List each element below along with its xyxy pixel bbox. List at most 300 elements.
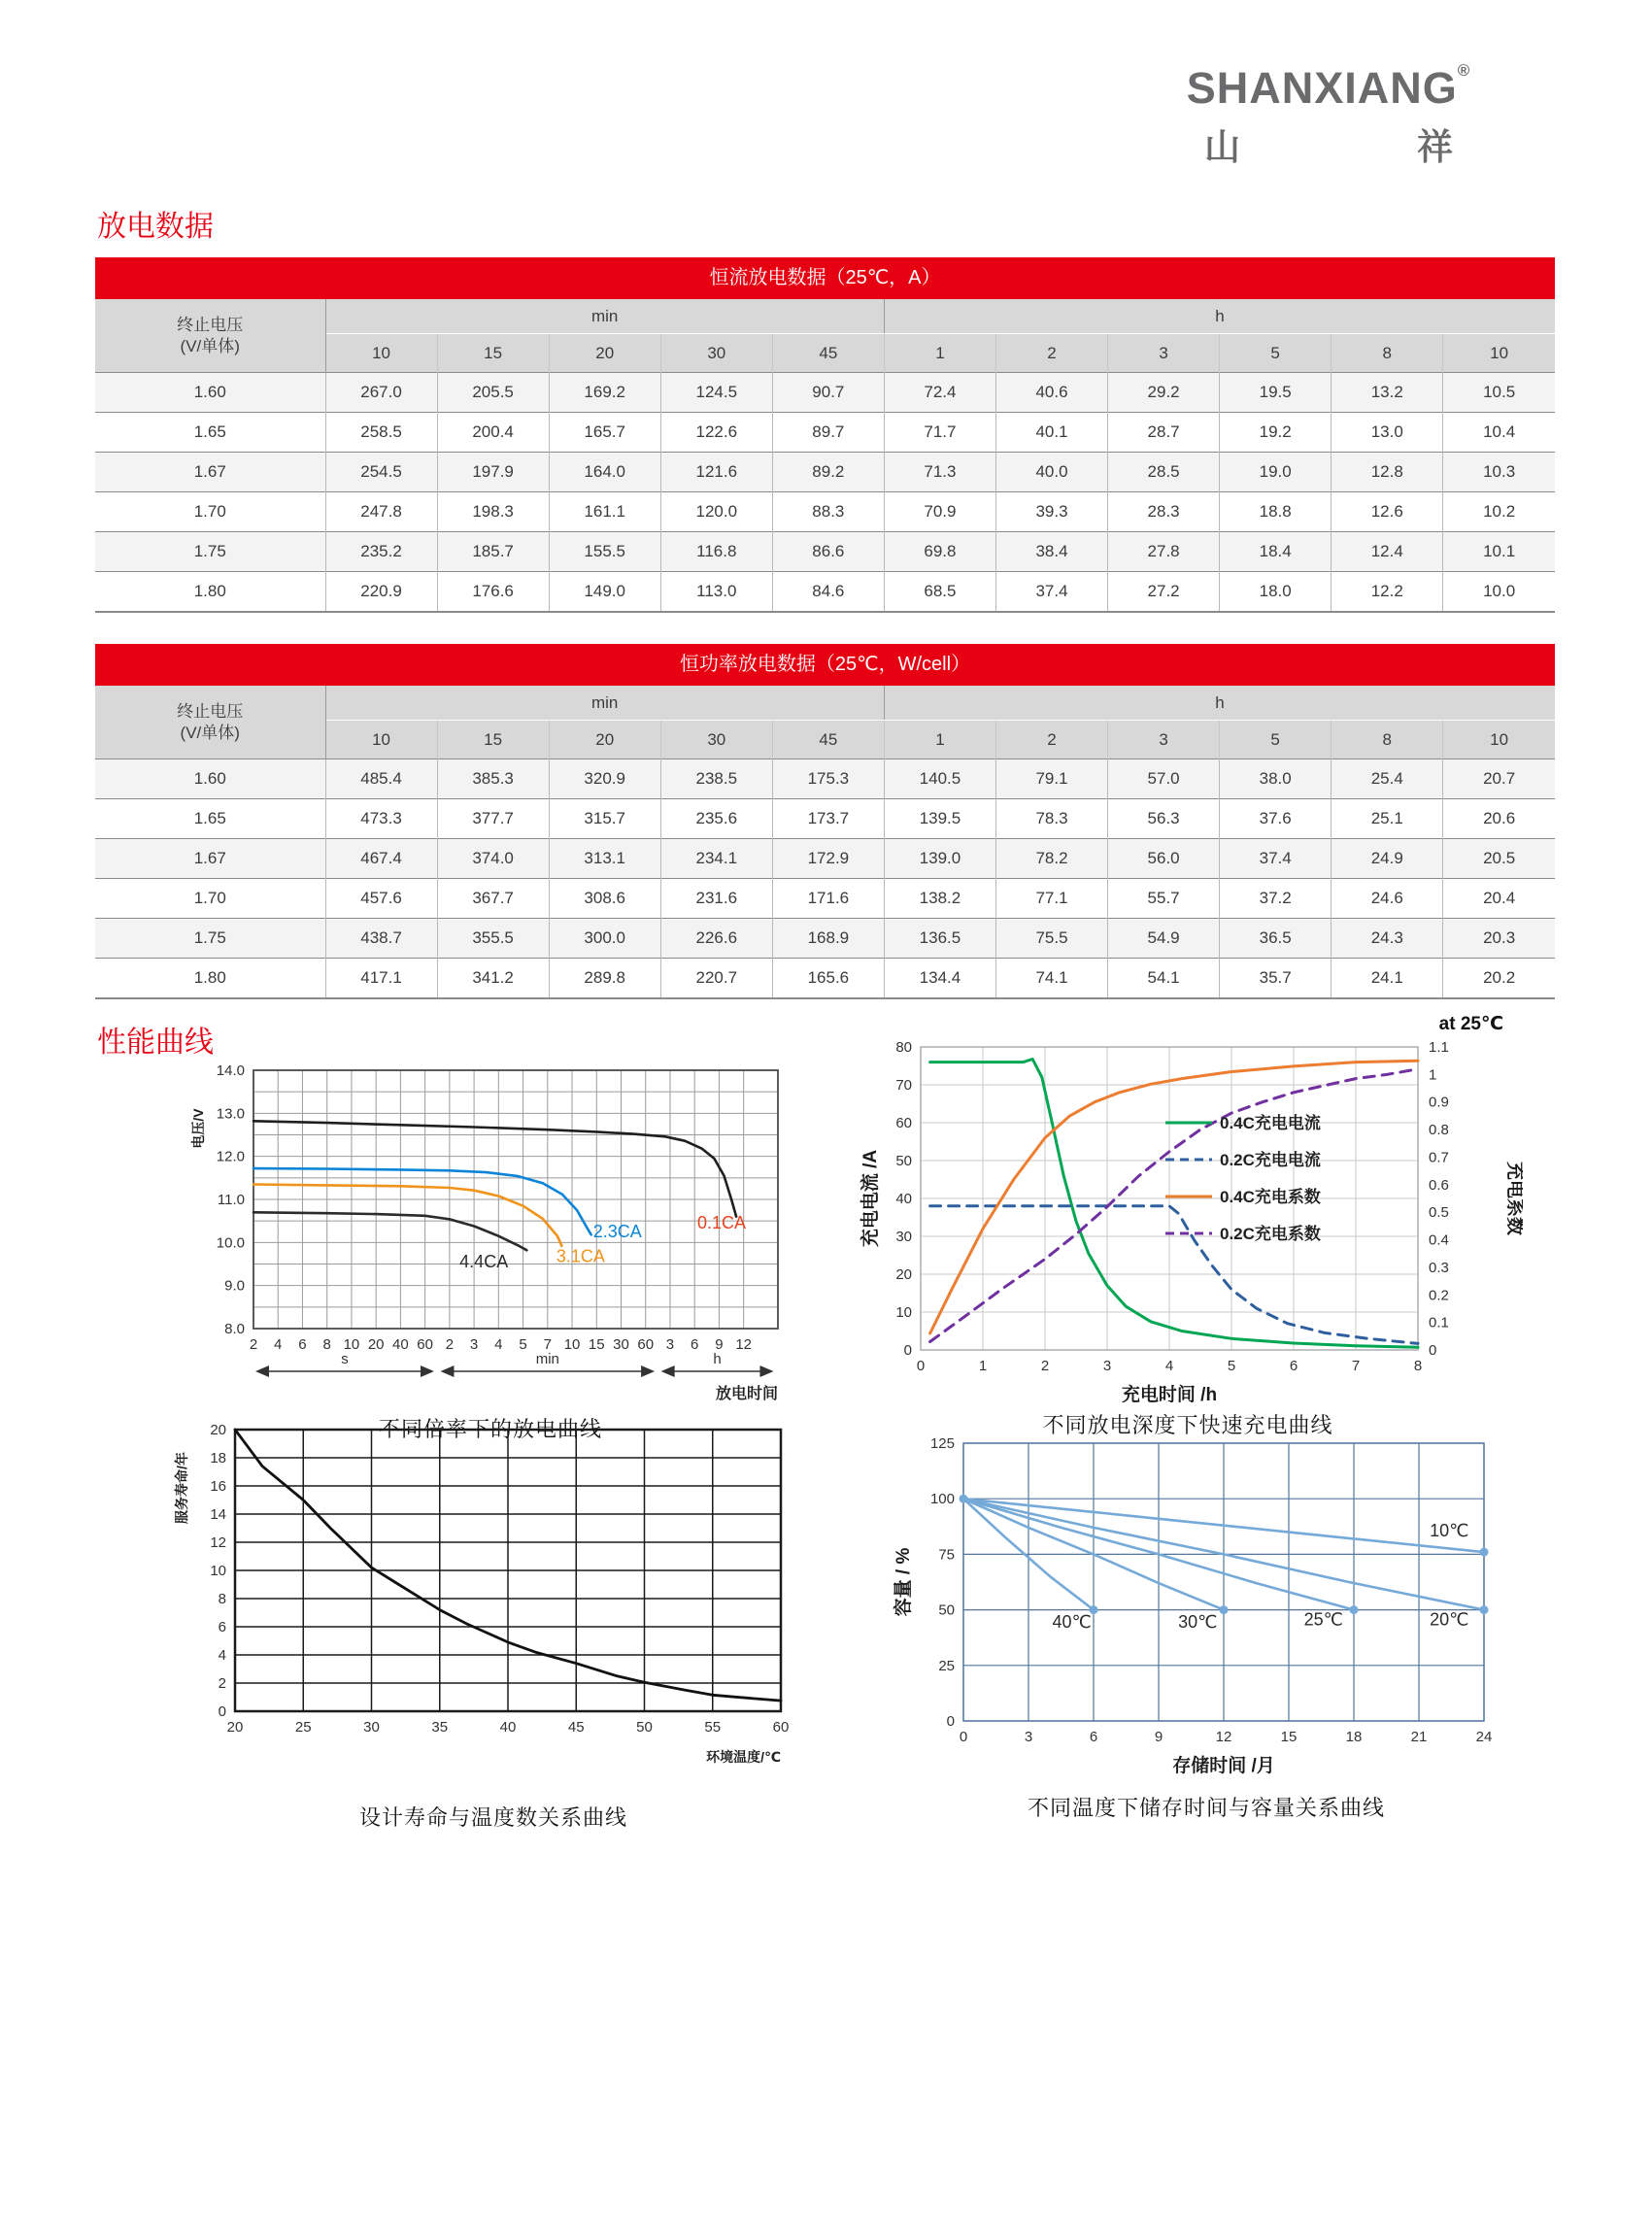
corner-line1: 终止电压 bbox=[177, 702, 244, 722]
svg-text:125: 125 bbox=[929, 1435, 955, 1452]
data-cell: 136.5 bbox=[884, 919, 995, 959]
svg-text:0.3: 0.3 bbox=[1429, 1259, 1449, 1276]
data-cell: 75.5 bbox=[995, 919, 1107, 959]
data-cell: 374.0 bbox=[437, 839, 549, 879]
column-header: 45 bbox=[772, 721, 884, 759]
data-cell: 24.3 bbox=[1332, 919, 1443, 959]
section-title-discharge-data: 放电数据 bbox=[97, 211, 214, 243]
column-header: 10 bbox=[325, 334, 437, 373]
column-header: 2 bbox=[995, 721, 1107, 759]
data-cell: 28.5 bbox=[1108, 453, 1220, 492]
data-cell: 37.4 bbox=[1220, 839, 1332, 879]
data-cell: 25.4 bbox=[1332, 759, 1443, 799]
svg-text:0.9: 0.9 bbox=[1429, 1094, 1449, 1111]
column-header: 20 bbox=[549, 721, 660, 759]
svg-text:6: 6 bbox=[298, 1336, 307, 1353]
svg-text:4: 4 bbox=[274, 1336, 283, 1353]
data-cell: 198.3 bbox=[437, 492, 549, 532]
design-life-temperature-chart bbox=[163, 1420, 824, 1777]
data-cell: 19.5 bbox=[1220, 373, 1332, 413]
data-cell: 35.7 bbox=[1220, 959, 1332, 999]
svg-text:60: 60 bbox=[417, 1336, 433, 1353]
data-cell: 90.7 bbox=[772, 373, 884, 413]
data-cell: 258.5 bbox=[325, 413, 437, 453]
svg-text:50: 50 bbox=[636, 1719, 653, 1736]
data-cell: 467.4 bbox=[325, 839, 437, 879]
data-cell: 238.5 bbox=[660, 759, 772, 799]
svg-text:8: 8 bbox=[218, 1591, 226, 1607]
data-cell: 36.5 bbox=[1220, 919, 1332, 959]
data-cell: 320.9 bbox=[549, 759, 660, 799]
data-cell: 473.3 bbox=[325, 799, 437, 839]
svg-text:充电时间 /h: 充电时间 /h bbox=[1121, 1385, 1218, 1402]
table-header-row bbox=[95, 299, 1555, 334]
svg-text:2: 2 bbox=[1040, 1358, 1050, 1374]
column-header: 8 bbox=[1332, 334, 1443, 373]
svg-text:50: 50 bbox=[938, 1601, 955, 1619]
data-cell: 134.4 bbox=[884, 959, 995, 999]
svg-text:2: 2 bbox=[218, 1675, 226, 1692]
constant-power-discharge-table bbox=[95, 644, 1555, 999]
svg-text:18: 18 bbox=[1345, 1729, 1363, 1745]
svg-text:0.2: 0.2 bbox=[1429, 1287, 1449, 1304]
svg-text:16: 16 bbox=[210, 1478, 226, 1495]
data-cell: 37.4 bbox=[995, 572, 1107, 613]
svg-text:min: min bbox=[535, 1351, 559, 1367]
end-voltage-cell: 1.70 bbox=[95, 492, 325, 532]
column-header: 15 bbox=[437, 721, 549, 759]
svg-text:5: 5 bbox=[1227, 1358, 1236, 1374]
data-cell: 116.8 bbox=[660, 532, 772, 572]
data-cell: 175.3 bbox=[772, 759, 884, 799]
data-cell: 20.7 bbox=[1443, 759, 1555, 799]
data-cell: 315.7 bbox=[549, 799, 660, 839]
data-cell: 69.8 bbox=[884, 532, 995, 572]
svg-text:40: 40 bbox=[392, 1336, 409, 1353]
data-cell: 78.3 bbox=[995, 799, 1107, 839]
discharge-rate-curves-chart bbox=[180, 1061, 801, 1402]
svg-text:4: 4 bbox=[1164, 1358, 1174, 1374]
end-voltage-cell: 1.67 bbox=[95, 839, 325, 879]
data-cell: 485.4 bbox=[325, 759, 437, 799]
data-cell: 88.3 bbox=[772, 492, 884, 532]
data-cell: 120.0 bbox=[660, 492, 772, 532]
svg-text:3: 3 bbox=[665, 1336, 675, 1353]
svg-text:2.3CA: 2.3CA bbox=[592, 1222, 642, 1242]
data-cell: 176.6 bbox=[437, 572, 549, 613]
discharge-curves-chartbox bbox=[180, 1061, 801, 1443]
svg-text:0.4C充电系数: 0.4C充电系数 bbox=[1220, 1188, 1321, 1206]
end-voltage-cell: 1.65 bbox=[95, 413, 325, 453]
constant-current-discharge-table bbox=[95, 257, 1555, 613]
table-row bbox=[95, 879, 1555, 919]
min-group-header: min bbox=[325, 299, 884, 334]
data-cell: 40.0 bbox=[995, 453, 1107, 492]
svg-text:3: 3 bbox=[1024, 1729, 1033, 1745]
data-cell: 71.7 bbox=[884, 413, 995, 453]
data-cell: 55.7 bbox=[1108, 879, 1220, 919]
svg-text:2: 2 bbox=[445, 1336, 455, 1353]
svg-text:13.0: 13.0 bbox=[216, 1105, 245, 1123]
data-cell: 39.3 bbox=[995, 492, 1107, 532]
svg-text:9.0: 9.0 bbox=[224, 1277, 245, 1295]
svg-text:0: 0 bbox=[903, 1342, 912, 1359]
data-cell: 200.4 bbox=[437, 413, 549, 453]
svg-text:6: 6 bbox=[691, 1336, 699, 1353]
data-cell: 355.5 bbox=[437, 919, 549, 959]
corner-line2: (V/单体) bbox=[180, 336, 240, 355]
svg-text:20℃: 20℃ bbox=[1430, 1609, 1469, 1630]
svg-text:充电电流 /A: 充电电流 /A bbox=[860, 1149, 881, 1248]
column-header: 10 bbox=[1443, 721, 1555, 759]
data-cell: 417.1 bbox=[325, 959, 437, 999]
data-cell: 12.6 bbox=[1332, 492, 1443, 532]
table-row bbox=[95, 839, 1555, 879]
brand-cn-right: 祥 bbox=[1417, 127, 1453, 167]
table-row bbox=[95, 919, 1555, 959]
table-row bbox=[95, 492, 1555, 532]
data-cell: 235.2 bbox=[325, 532, 437, 572]
svg-text:10: 10 bbox=[563, 1336, 581, 1353]
data-cell: 341.2 bbox=[437, 959, 549, 999]
data-cell: 289.8 bbox=[549, 959, 660, 999]
data-cell: 385.3 bbox=[437, 759, 549, 799]
svg-text:20: 20 bbox=[226, 1719, 244, 1736]
data-cell: 19.0 bbox=[1220, 453, 1332, 492]
svg-text:0.4C充电电流: 0.4C充电电流 bbox=[1220, 1114, 1321, 1132]
column-header: 1 bbox=[884, 334, 995, 373]
data-cell: 267.0 bbox=[325, 373, 437, 413]
table-row bbox=[95, 373, 1555, 413]
svg-text:25: 25 bbox=[294, 1719, 312, 1736]
data-cell: 300.0 bbox=[549, 919, 660, 959]
data-cell: 12.8 bbox=[1332, 453, 1443, 492]
column-header: 30 bbox=[660, 721, 772, 759]
table-row bbox=[95, 532, 1555, 572]
svg-text:20: 20 bbox=[895, 1266, 912, 1283]
svg-text:30: 30 bbox=[613, 1336, 629, 1353]
svg-text:12: 12 bbox=[1215, 1729, 1232, 1745]
column-header: 8 bbox=[1332, 721, 1443, 759]
data-cell: 10.4 bbox=[1443, 413, 1555, 453]
svg-text:6: 6 bbox=[1289, 1358, 1298, 1374]
table-banner-constant-current: 恒流放电数据（25℃，A） bbox=[95, 257, 1555, 299]
data-cell: 72.4 bbox=[884, 373, 995, 413]
data-cell: 28.3 bbox=[1108, 492, 1220, 532]
svg-text:0: 0 bbox=[946, 1713, 955, 1730]
svg-text:35: 35 bbox=[431, 1719, 449, 1736]
svg-text:2: 2 bbox=[249, 1336, 258, 1353]
svg-text:15: 15 bbox=[1280, 1729, 1298, 1745]
table-header-row bbox=[95, 686, 1555, 721]
chart-caption-storage: 不同温度下储存时间与容量关系曲线 bbox=[1027, 1796, 1385, 1820]
data-cell: 10.0 bbox=[1443, 572, 1555, 613]
column-header: 30 bbox=[660, 334, 772, 373]
end-voltage-cell: 1.75 bbox=[95, 532, 325, 572]
data-cell: 79.1 bbox=[995, 759, 1107, 799]
svg-text:14.0: 14.0 bbox=[216, 1062, 245, 1079]
column-header: 10 bbox=[1443, 334, 1555, 373]
table-banner-constant-power: 恒功率放电数据（25℃，W/cell） bbox=[95, 644, 1555, 686]
svg-text:1: 1 bbox=[1429, 1066, 1437, 1084]
table-row bbox=[95, 799, 1555, 839]
corner-line1: 终止电压 bbox=[177, 316, 244, 335]
data-cell: 18.4 bbox=[1220, 532, 1332, 572]
svg-text:7: 7 bbox=[543, 1336, 552, 1353]
data-cell: 24.6 bbox=[1332, 879, 1443, 919]
design-life-chartbox bbox=[163, 1420, 824, 1832]
data-cell: 37.6 bbox=[1220, 799, 1332, 839]
svg-text:存储时间 /月: 存储时间 /月 bbox=[1172, 1756, 1275, 1776]
data-cell: 40.6 bbox=[995, 373, 1107, 413]
corner-line2: (V/单体) bbox=[180, 723, 240, 742]
data-cell: 377.7 bbox=[437, 799, 549, 839]
svg-text:40: 40 bbox=[895, 1191, 912, 1207]
svg-text:45: 45 bbox=[567, 1719, 585, 1736]
data-cell: 12.4 bbox=[1332, 532, 1443, 572]
svg-text:10.0: 10.0 bbox=[216, 1234, 245, 1252]
svg-text:0.1: 0.1 bbox=[1429, 1314, 1449, 1332]
end-voltage-cell: 1.75 bbox=[95, 919, 325, 959]
svg-text:21: 21 bbox=[1410, 1729, 1428, 1745]
svg-text:15: 15 bbox=[588, 1336, 605, 1353]
data-cell: 149.0 bbox=[549, 572, 660, 613]
registered-mark: ® bbox=[1457, 61, 1471, 80]
svg-text:6: 6 bbox=[1089, 1729, 1098, 1745]
data-cell: 89.7 bbox=[772, 413, 884, 453]
data-cell: 247.8 bbox=[325, 492, 437, 532]
data-cell: 205.5 bbox=[437, 373, 549, 413]
svg-text:6: 6 bbox=[218, 1619, 226, 1635]
table-row bbox=[95, 572, 1555, 613]
data-cell: 10.5 bbox=[1443, 373, 1555, 413]
svg-text:0.8: 0.8 bbox=[1429, 1122, 1449, 1139]
data-cell: 13.2 bbox=[1332, 373, 1443, 413]
end-voltage-cell: 1.80 bbox=[95, 572, 325, 613]
svg-text:30: 30 bbox=[895, 1229, 912, 1245]
svg-text:80: 80 bbox=[895, 1039, 912, 1056]
data-cell: 20.6 bbox=[1443, 799, 1555, 839]
brand-chinese-name bbox=[1163, 118, 1494, 170]
data-cell: 24.9 bbox=[1332, 839, 1443, 879]
svg-text:0: 0 bbox=[1429, 1342, 1437, 1359]
table-row bbox=[95, 413, 1555, 453]
data-cell: 12.2 bbox=[1332, 572, 1443, 613]
svg-text:55: 55 bbox=[704, 1719, 722, 1736]
end-voltage-header bbox=[95, 686, 325, 759]
data-cell: 165.6 bbox=[772, 959, 884, 999]
data-cell: 155.5 bbox=[549, 532, 660, 572]
svg-text:24: 24 bbox=[1475, 1729, 1493, 1745]
column-header: 2 bbox=[995, 334, 1107, 373]
end-voltage-header bbox=[95, 299, 325, 373]
data-cell: 18.0 bbox=[1220, 572, 1332, 613]
svg-text:0.2C充电系数: 0.2C充电系数 bbox=[1220, 1225, 1321, 1243]
data-cell: 226.6 bbox=[660, 919, 772, 959]
data-cell: 56.3 bbox=[1108, 799, 1220, 839]
data-cell: 438.7 bbox=[325, 919, 437, 959]
data-cell: 10.2 bbox=[1443, 492, 1555, 532]
svg-text:25: 25 bbox=[938, 1657, 955, 1674]
column-header: 3 bbox=[1108, 721, 1220, 759]
data-cell: 122.6 bbox=[660, 413, 772, 453]
brand-logo bbox=[1163, 62, 1494, 170]
data-cell: 71.3 bbox=[884, 453, 995, 492]
svg-text:服务寿命/年: 服务寿命/年 bbox=[174, 1452, 189, 1524]
data-cell: 27.8 bbox=[1108, 532, 1220, 572]
data-cell: 37.2 bbox=[1220, 879, 1332, 919]
data-cell: 20.2 bbox=[1443, 959, 1555, 999]
constant-current-table bbox=[95, 299, 1555, 613]
data-cell: 56.0 bbox=[1108, 839, 1220, 879]
svg-text:4: 4 bbox=[218, 1647, 226, 1664]
svg-text:0: 0 bbox=[916, 1358, 926, 1374]
data-cell: 185.7 bbox=[437, 532, 549, 572]
data-cell: 78.2 bbox=[995, 839, 1107, 879]
svg-text:8.0: 8.0 bbox=[224, 1321, 245, 1337]
data-cell: 57.0 bbox=[1108, 759, 1220, 799]
svg-text:50: 50 bbox=[895, 1153, 912, 1169]
data-cell: 220.7 bbox=[660, 959, 772, 999]
data-cell: 54.9 bbox=[1108, 919, 1220, 959]
column-header: 1 bbox=[884, 721, 995, 759]
data-cell: 86.6 bbox=[772, 532, 884, 572]
table-row bbox=[95, 959, 1555, 999]
end-voltage-cell: 1.67 bbox=[95, 453, 325, 492]
chart-caption-discharge-curves: 不同倍率下的放电曲线 bbox=[378, 1417, 602, 1441]
data-cell: 235.6 bbox=[660, 799, 772, 839]
charge-curves-chartbox bbox=[853, 1012, 1523, 1439]
data-cell: 20.4 bbox=[1443, 879, 1555, 919]
data-cell: 161.1 bbox=[549, 492, 660, 532]
svg-text:8: 8 bbox=[1413, 1358, 1423, 1374]
data-cell: 139.0 bbox=[884, 839, 995, 879]
data-cell: 19.2 bbox=[1220, 413, 1332, 453]
svg-text:5: 5 bbox=[519, 1336, 527, 1353]
h-group-header: h bbox=[884, 686, 1555, 721]
svg-text:25℃: 25℃ bbox=[1303, 1609, 1343, 1630]
svg-text:电压/V: 电压/V bbox=[190, 1108, 206, 1149]
svg-text:10: 10 bbox=[895, 1304, 912, 1321]
data-cell: 70.9 bbox=[884, 492, 995, 532]
svg-text:70: 70 bbox=[895, 1077, 912, 1094]
svg-text:1.1: 1.1 bbox=[1429, 1039, 1449, 1056]
data-cell: 40.1 bbox=[995, 413, 1107, 453]
column-header: 45 bbox=[772, 334, 884, 373]
column-header: 15 bbox=[437, 334, 549, 373]
svg-text:3: 3 bbox=[469, 1336, 479, 1353]
svg-text:9: 9 bbox=[715, 1336, 724, 1353]
column-header: 20 bbox=[549, 334, 660, 373]
svg-text:10: 10 bbox=[210, 1563, 226, 1579]
svg-text:100: 100 bbox=[929, 1491, 955, 1508]
svg-text:3: 3 bbox=[1102, 1358, 1112, 1374]
data-cell: 169.2 bbox=[549, 373, 660, 413]
data-cell: 168.9 bbox=[772, 919, 884, 959]
table-row bbox=[95, 759, 1555, 799]
svg-text:3.1CA: 3.1CA bbox=[556, 1246, 605, 1266]
column-header: 5 bbox=[1220, 721, 1332, 759]
svg-text:12: 12 bbox=[735, 1336, 753, 1353]
data-cell: 77.1 bbox=[995, 879, 1107, 919]
storage-time-capacity-chart bbox=[886, 1418, 1527, 1787]
data-cell: 138.2 bbox=[884, 879, 995, 919]
svg-text:30: 30 bbox=[363, 1719, 380, 1736]
data-cell: 89.2 bbox=[772, 453, 884, 492]
data-cell: 173.7 bbox=[772, 799, 884, 839]
end-voltage-cell: 1.60 bbox=[95, 759, 325, 799]
svg-text:充电系数: 充电系数 bbox=[1504, 1161, 1523, 1236]
end-voltage-cell: 1.60 bbox=[95, 373, 325, 413]
data-cell: 20.5 bbox=[1443, 839, 1555, 879]
svg-text:60: 60 bbox=[637, 1336, 655, 1353]
svg-text:20: 20 bbox=[367, 1336, 385, 1353]
data-cell: 29.2 bbox=[1108, 373, 1220, 413]
svg-text:at 25℃: at 25℃ bbox=[1438, 1014, 1503, 1034]
data-cell: 84.6 bbox=[772, 572, 884, 613]
data-cell: 13.0 bbox=[1332, 413, 1443, 453]
svg-text:0.4: 0.4 bbox=[1429, 1231, 1449, 1249]
data-cell: 313.1 bbox=[549, 839, 660, 879]
data-cell: 165.7 bbox=[549, 413, 660, 453]
svg-text:11.0: 11.0 bbox=[217, 1192, 245, 1208]
svg-text:40: 40 bbox=[499, 1719, 517, 1736]
brand-text: SHANXIANG bbox=[1186, 63, 1458, 113]
svg-text:40℃: 40℃ bbox=[1052, 1611, 1092, 1632]
svg-text:容量 / %: 容量 / % bbox=[893, 1547, 914, 1617]
svg-text:0.7: 0.7 bbox=[1429, 1149, 1449, 1166]
data-cell: 28.7 bbox=[1108, 413, 1220, 453]
svg-text:20: 20 bbox=[210, 1422, 226, 1438]
svg-text:1: 1 bbox=[978, 1358, 988, 1374]
svg-text:h: h bbox=[713, 1351, 722, 1367]
svg-text:7: 7 bbox=[1351, 1358, 1361, 1374]
svg-text:s: s bbox=[341, 1351, 349, 1367]
data-cell: 113.0 bbox=[660, 572, 772, 613]
column-header: 5 bbox=[1220, 334, 1332, 373]
column-header: 3 bbox=[1108, 334, 1220, 373]
data-cell: 38.4 bbox=[995, 532, 1107, 572]
min-group-header: min bbox=[325, 686, 884, 721]
data-cell: 231.6 bbox=[660, 879, 772, 919]
svg-text:0: 0 bbox=[959, 1729, 968, 1745]
data-cell: 20.3 bbox=[1443, 919, 1555, 959]
data-cell: 10.3 bbox=[1443, 453, 1555, 492]
data-cell: 54.1 bbox=[1108, 959, 1220, 999]
brand-cn-left: 山 bbox=[1204, 127, 1240, 167]
h-group-header: h bbox=[884, 299, 1555, 334]
svg-text:0.2C充电电流: 0.2C充电电流 bbox=[1220, 1151, 1321, 1169]
brand-name bbox=[1163, 61, 1494, 113]
table-row bbox=[95, 453, 1555, 492]
data-cell: 197.9 bbox=[437, 453, 549, 492]
data-cell: 164.0 bbox=[549, 453, 660, 492]
svg-text:60: 60 bbox=[772, 1719, 790, 1736]
svg-text:12.0: 12.0 bbox=[216, 1148, 245, 1165]
svg-text:0.6: 0.6 bbox=[1429, 1176, 1449, 1194]
svg-text:30℃: 30℃ bbox=[1178, 1611, 1218, 1632]
data-cell: 140.5 bbox=[884, 759, 995, 799]
section-title-performance-curves: 性能曲线 bbox=[97, 1027, 214, 1059]
data-cell: 139.5 bbox=[884, 799, 995, 839]
svg-text:0: 0 bbox=[218, 1703, 226, 1720]
svg-text:18: 18 bbox=[210, 1450, 226, 1466]
chart-caption-charge-curves: 不同放电深度下快速充电曲线 bbox=[1042, 1413, 1333, 1437]
storage-capacity-chartbox bbox=[886, 1418, 1527, 1822]
svg-text:放电时间: 放电时间 bbox=[715, 1386, 778, 1402]
svg-text:12: 12 bbox=[210, 1534, 226, 1551]
data-cell: 25.1 bbox=[1332, 799, 1443, 839]
